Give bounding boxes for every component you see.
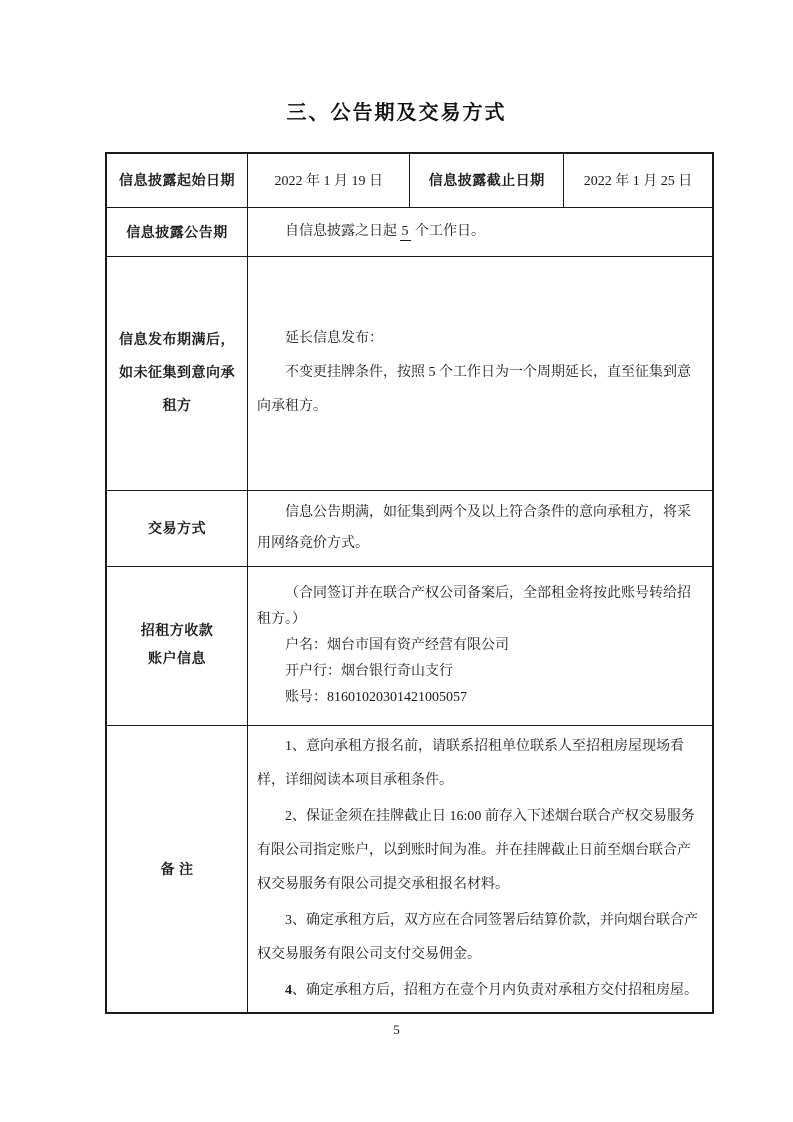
remark-item-4: 4、确定承租方后，招租方在壹个月内负责对承租方交付招租房屋。 — [284, 982, 698, 998]
disclosure-start-value: 2022 年 1 月 19 日 — [247, 153, 410, 207]
transaction-method-text: 信息公告期满，如征集到两个及以上符合条件的意向承租方，将采用网络竞价方式。 — [256, 505, 691, 551]
row-transaction-method — [106, 490, 713, 566]
account-info-label: 招租方收款 账户信息 — [106, 566, 247, 725]
remark-item-1: 1、意向承租方报名前，请联系招租单位联系人至招租房屋现场看样，详细阅读本项目承租条件。 — [256, 738, 684, 788]
account-info-value — [247, 566, 713, 725]
extension-value — [247, 256, 713, 490]
transaction-method-value — [247, 490, 713, 566]
extension-line2: 不变更挂牌条件，按照 5 个工作日为一个周期延长，直至征集到意向承租方。 — [256, 365, 691, 414]
account-note: （合同签订并在联合产权公司备案后，全部租金将按此账号转给招租方。） — [256, 585, 691, 627]
remark-item-2: 2、保证金须在挂牌截止日 16:00 前存入下述烟台联合产权交易服务有限公司指定账户，以到账时间为准。并在挂牌截止日前至烟台联合产权交易服务有限公司提交承租报名材料。 — [256, 808, 695, 892]
page-number: 5 — [393, 1022, 400, 1037]
row-extension — [106, 256, 713, 490]
extension-label: 信息发布期满后， 如未征集到意向承 租方 — [106, 256, 247, 490]
announcement-period-text: 自信息披露之日起 5 个工作日。 — [284, 223, 485, 239]
announcement-table — [105, 152, 714, 1014]
account-name: 户名：烟台市国有资产经营有限公司 — [284, 637, 509, 653]
row-account-info — [106, 566, 713, 725]
extension-line1: 延长信息发布： — [284, 331, 383, 346]
row-remarks — [106, 725, 713, 1013]
announcement-period-label: 信息披露公告期 — [106, 207, 247, 256]
row-announcement-period — [106, 207, 713, 256]
remark-4-number: 4 — [284, 982, 292, 998]
announcement-period-value — [247, 207, 713, 256]
page-title: 三、公告期及交易方式 — [286, 102, 507, 124]
remark-item-3: 3、确定承租方后，双方应在合同签署后结算价款，并向烟台联合产权交易服务有限公司支付交易佣金。 — [256, 912, 698, 962]
underlined-number: 5 — [400, 224, 411, 241]
disclosure-end-value: 2022 年 1 月 25 日 — [563, 153, 713, 207]
disclosure-start-label: 信息披露起始日期 — [106, 153, 247, 207]
remarks-label: 备 注 — [106, 725, 247, 1013]
transaction-method-label: 交易方式 — [106, 490, 247, 566]
disclosure-end-label: 信息披露截止日期 — [410, 153, 564, 207]
remarks-value — [247, 725, 713, 1013]
account-bank: 开户行：烟台银行奇山支行 — [284, 663, 453, 679]
account-number: 账号：81601020301421005057 — [284, 689, 467, 705]
row-disclosure-dates — [106, 153, 713, 207]
